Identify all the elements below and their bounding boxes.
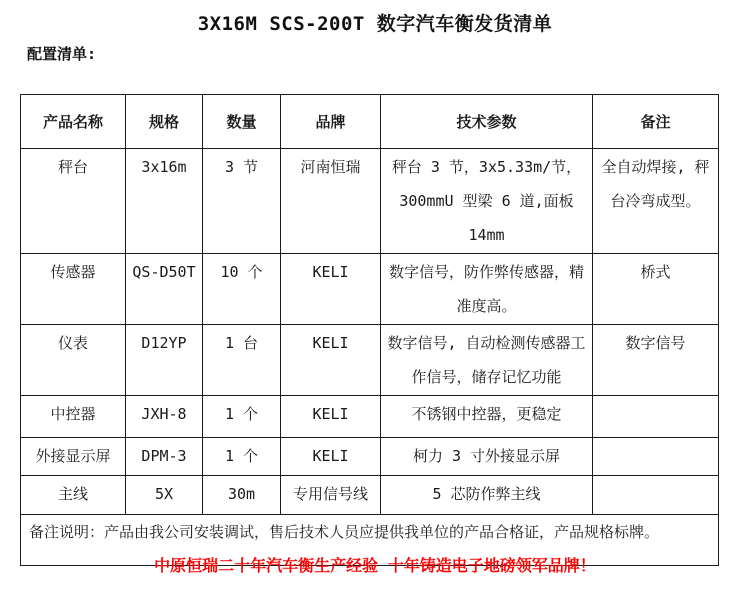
page-title: 3X16M SCS-200T 数字汽车衡发货清单 [197, 13, 553, 35]
header-brand: 品牌 [281, 95, 381, 149]
cell-brand: 河南恒瑞 [281, 149, 381, 254]
cell-tech-params: 数字信号，防作弊传感器，精准度高。 [381, 254, 593, 325]
cell-spec: D12YP [126, 325, 203, 396]
cell-brand: 专用信号线 [281, 476, 381, 515]
cell-quantity: 3 节 [203, 149, 281, 254]
cell-brand: KELI [281, 254, 381, 325]
cell-quantity: 30m [203, 476, 281, 515]
cell-spec: JXH-8 [126, 396, 203, 438]
cell-remark [593, 438, 719, 476]
table-row [21, 438, 719, 476]
cell-remark [593, 396, 719, 438]
cell-remark: 数字信号 [593, 325, 719, 396]
cell-spec: DPM-3 [126, 438, 203, 476]
table-row [21, 254, 719, 325]
table-row [21, 149, 719, 254]
cell-brand: KELI [281, 396, 381, 438]
config-list-label: 配置清单: [27, 45, 97, 63]
cell-quantity: 1 台 [203, 325, 281, 396]
cell-remark [593, 476, 719, 515]
header-quantity: 数量 [203, 95, 281, 149]
cell-quantity: 1 个 [203, 396, 281, 438]
header-spec: 规格 [126, 95, 203, 149]
cell-product-name: 仪表 [21, 325, 126, 396]
header-remark: 备注 [593, 95, 719, 149]
shipping-list-table [20, 94, 719, 566]
slogan-text: 中原恒瑞二十年汽车衡生产经验 十年铸造电子地磅领军品牌！ [154, 556, 596, 575]
table-row [21, 476, 719, 515]
cell-quantity: 1 个 [203, 438, 281, 476]
cell-product-name: 主线 [21, 476, 126, 515]
cell-remark: 全自动焊接, 秤台冷弯成型。 [593, 149, 719, 254]
cell-product-name: 中控器 [21, 396, 126, 438]
footnote-text: 备注说明：产品由我公司安装调试，售后技术人员应提供我单位的产品合格证，产品规格标牌。 [21, 515, 719, 566]
cell-tech-params: 柯力 3 寸外接显示屏 [381, 438, 593, 476]
cell-quantity: 10 个 [203, 254, 281, 325]
cell-tech-params: 数字信号, 自动检测传感器工作信号，储存记忆功能 [381, 325, 593, 396]
cell-tech-params: 不锈钢中控器，更稳定 [381, 396, 593, 438]
cell-remark: 桥式 [593, 254, 719, 325]
cell-brand: KELI [281, 438, 381, 476]
cell-spec: 5X [126, 476, 203, 515]
header-product-name: 产品名称 [21, 95, 126, 149]
cell-tech-params: 秤台 3 节，3x5.33m/节，300mmU 型梁 6 道,面板 14mm [381, 149, 593, 254]
cell-tech-params: 5 芯防作弊主线 [381, 476, 593, 515]
cell-brand: KELI [281, 325, 381, 396]
table-header-row [21, 95, 719, 149]
cell-product-name: 传感器 [21, 254, 126, 325]
table-row [21, 396, 719, 438]
cell-spec: 3x16m [126, 149, 203, 254]
cell-spec: QS-D50T [126, 254, 203, 325]
cell-product-name: 秤台 [21, 149, 126, 254]
cell-product-name: 外接显示屏 [21, 438, 126, 476]
table-row [21, 325, 719, 396]
header-tech-params: 技术参数 [381, 95, 593, 149]
